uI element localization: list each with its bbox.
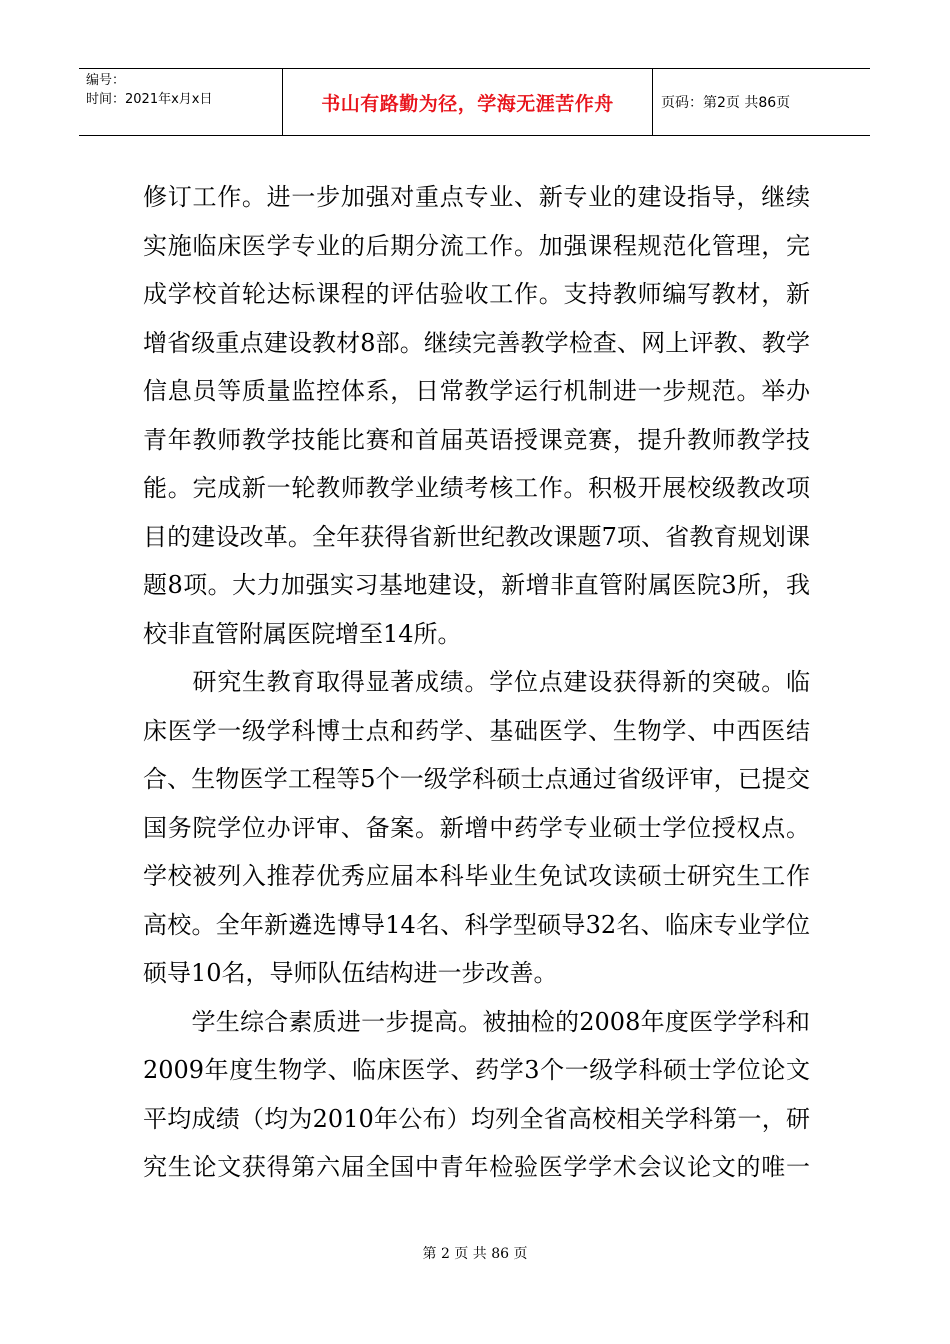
text-line: 目的建设改革。全年获得省新世纪教改课题7项、省教育规划课 <box>143 522 810 551</box>
header-motto-cell <box>283 69 653 135</box>
text-line: 成学校首轮达标课程的评估验收工作。支持教师编写教材，新 <box>143 280 810 308</box>
text-line: 究生论文获得第六届全国中青年检验医学学术会议论文的唯一 <box>143 1153 810 1181</box>
text-line: 2009年度生物学、临床医学、药学3个一级学科硕士学位论文 <box>143 1056 810 1084</box>
header-page-info-cell <box>653 69 870 135</box>
text-line: 研究生教育取得显著成绩。学位点建设获得新的突破。临 <box>143 668 810 696</box>
text-line: 增省级重点建设教材8部。继续完善教学检查、网上评教、教学 <box>143 328 810 357</box>
body-text <box>143 173 810 1192</box>
date-label: 时间：2021年x月x日 <box>86 92 213 107</box>
page-footer: 第 2 页 共 86 页 <box>422 1246 528 1262</box>
header-meta <box>79 69 283 135</box>
doc-number-label: 编号： <box>86 73 126 88</box>
text-line: 硕导10名，导师队伍结构进一步改善。 <box>143 959 558 987</box>
page-header <box>79 68 870 136</box>
text-line: 平均成绩（均为2010年公布）均列全省高校相关学科第一，研 <box>143 1104 810 1133</box>
text-line: 高校。全年新遴选博导14名、科学型硕导32名、临床专业学位 <box>143 910 810 939</box>
text-line: 实施临床医学专业的后期分流工作。加强课程规范化管理，完 <box>143 231 810 260</box>
text-line: 国务院学位办评审、备案。新增中药学专业硕士学位授权点。 <box>143 813 810 842</box>
text-line: 能。完成新一轮教师教学业绩考核工作。积极开展校级教改项 <box>143 474 810 502</box>
text-line: 学生综合素质进一步提高。被抽检的2008年度医学学科和 <box>143 1007 810 1036</box>
header-page-info: 页码：第2页 共86页 <box>661 95 791 111</box>
text-line: 题8项。大力加强实习基地建设，新增非直管附属医院3所，我 <box>143 571 810 599</box>
header-motto: 书山有路勤为径，学海无涯苦作舟 <box>321 92 614 115</box>
text-line: 青年教师教学技能比赛和首届英语授课竞赛，提升教师教学技 <box>143 425 810 454</box>
text-line: 床医学一级学科博士点和药学、基础医学、生物学、中西医结 <box>143 716 810 745</box>
text-line: 合、生物医学工程等5个一级学科硕士点通过省级评审，已提交 <box>143 765 810 793</box>
text-line: 学校被列入推荐优秀应届本科毕业生免试攻读硕士研究生工作 <box>143 862 810 890</box>
text-line: 修订工作。进一步加强对重点专业、新专业的建设指导，继续 <box>143 183 810 211</box>
text-line: 校非直管附属医院增至14所。 <box>143 619 462 648</box>
text-line: 信息员等质量监控体系，日常教学运行机制进一步规范。举办 <box>143 377 810 405</box>
